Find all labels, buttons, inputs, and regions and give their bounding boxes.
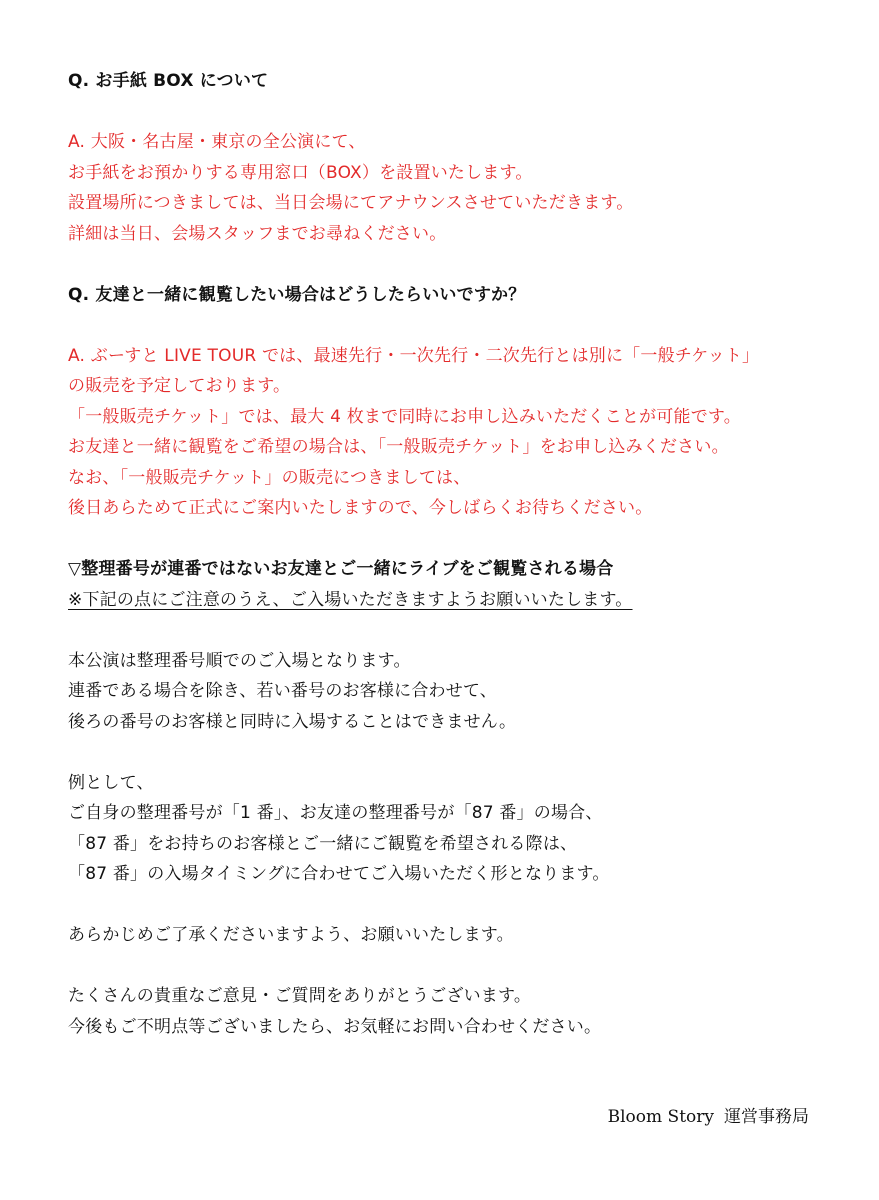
answer-1-line-4: 詳細は当日、会場スタッフまでお尋ねください。 [68,223,447,244]
spacer [68,951,828,982]
spacer [68,615,828,646]
para4-line-2: 今後もご不明点等ございましたら、お気軽にお問い合わせください。 [68,1016,602,1037]
document-body [68,66,828,1042]
para3-line-1: あらかじめご了承くださいますよう、お願いいたします。 [68,925,514,945]
answer-2-line-3: 「一般販売チケット」では、最大 4 枚まで同時にお申し込みいただくことが可能です。 [68,406,741,427]
signature [608,1102,809,1132]
notice-heading: ▽整理番号が連番ではないお友達とご一緒にライブをご観覧される場合 [68,559,614,579]
para1-line-3: 後ろの番号のお客様と同時に入場することはできません。 [68,711,517,732]
para2-line-1: 例として、 [68,772,154,793]
signature-name: Bloom Story [607,1107,714,1127]
spacer [68,310,828,341]
notice-subheading: ※下記の点にご注意のうえ、ご入場いただきますようお願いいたします。 [68,589,633,610]
answer-2-line-6: 後日あらためて正式にご案内いたしますので、今しばらくお待ちください。 [68,498,653,518]
para2-line-4: 「87 番」の入場タイミングに合わせてご入場いただく形となります。 [68,864,610,884]
spacer [68,737,828,768]
answer-1-line-2: お手紙をお預かりする専用窓口（BOX）を設置いたします。 [68,162,533,183]
signature-office: 運営事務局 [724,1107,809,1127]
answer-1-line-1: A. 大阪・名古屋・東京の全公演にて、 [68,132,366,152]
para2-line-2: ご自身の整理番号が「1 番」、お友達の整理番号が「87 番」の場合、 [68,803,603,823]
answer-1-line-3: 設置場所につきましては、当日会場にてアナウンスさせていただきます。 [68,193,634,213]
answer-2-line-2: の販売を予定しております。 [68,376,291,396]
question-2: Q. 友達と一緒に観覧したい場合はどうしたらいいですか？ [68,284,526,305]
spacer [68,97,828,128]
spacer [68,524,828,555]
para1-line-1: 本公演は整理番号順でのご入場となります。 [68,650,411,671]
question-1: Q. お手紙 BOX について [68,71,269,91]
para1-line-2: 連番である場合を除き、若い番号のお客様に合わせて、 [68,681,497,701]
answer-2-line-1: A. ぶーすと LIVE TOUR では、最速先行・一次先行・二次先行とは別に「一般チケット」 [68,345,760,366]
spacer [68,249,828,280]
spacer [68,890,828,921]
para4-line-1: たくさんの貴重なご意見・ご質問をありがとうございます。 [68,986,532,1006]
para2-line-3: 「87 番」をお持ちのお客様とご一緒にご観覧を希望される際は、 [68,833,578,854]
answer-2-line-4: お友達と一緒に観覧をご希望の場合は、「一般販売チケット」をお申し込みください。 [68,437,729,457]
answer-2-line-5: なお、「一般販売チケット」の販売につきましては、 [68,467,471,488]
